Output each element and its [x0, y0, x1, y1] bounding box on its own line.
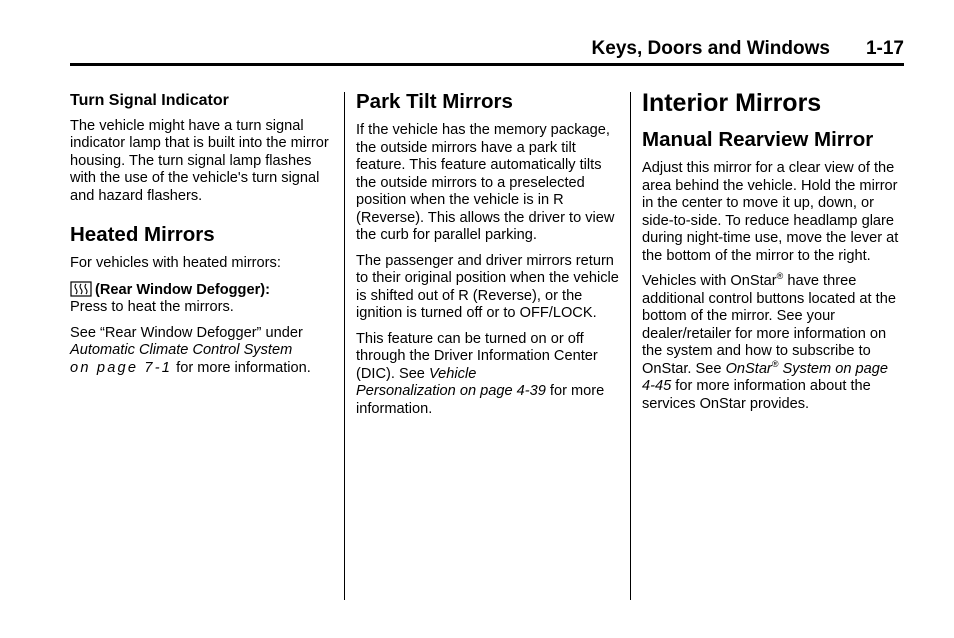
heated-mirrors-intro: For vehicles with heated mirrors: [70, 255, 281, 271]
header-text [592, 38, 904, 60]
climate-control-ref[interactable]: Automatic Climate Control System [70, 342, 293, 358]
onstar-text-2: have three additional control buttons located at the bottom of the mirror. See your dealer/retailer for more information on the system and how to subscribe to OnStar. See [642, 273, 896, 377]
park-tilt-p2: The passenger and driver mirrors return to their original position when the vehicle is shifted out of R (Reverse), or the ignition is turned off or to OFF/LOCK. [356, 252, 619, 321]
see-suffix: for more information. [172, 359, 311, 376]
registered-mark: ® [771, 358, 779, 369]
column-divider [344, 92, 345, 600]
registered-mark: ® [776, 271, 784, 282]
defogger-see-note [70, 325, 332, 378]
park-tilt-heading: Park Tilt Mirrors [356, 90, 513, 113]
interior-mirrors-heading: Interior Mirrors [642, 89, 822, 117]
onstar-suffix: for more information about the services OnStar provides. [642, 378, 871, 412]
turn-signal-heading: Turn Signal Indicator [70, 92, 229, 109]
heated-mirrors-heading: Heated Mirrors [70, 223, 215, 246]
page-number: 1-17 [865, 38, 904, 59]
column-middle [356, 88, 620, 426]
turn-signal-body: The vehicle might have a turn signal indicator lamp that is built into the mirror housing. The turn signal lamp flashes with the use of the vehicle's turn signal and hazard flashers. [70, 117, 329, 204]
onstar-ref-name: OnStar [725, 360, 772, 377]
park-tilt-p3 [356, 331, 620, 419]
p3-suffix: for more information. [356, 383, 605, 417]
header-rule [70, 63, 904, 66]
defogger-label: (Rear Window Defogger): [95, 281, 270, 298]
column-divider [630, 92, 631, 600]
defogger-entry [70, 281, 332, 317]
rear-defogger-icon [70, 281, 92, 297]
manual-rearview-heading: Manual Rearview Mirror [642, 128, 874, 151]
manual-rearview-p1: Adjust this mirror for a clear view of the area behind the vehicle. Hold the mirror in the center to move it up, down, or side-to-side. To reduce headlamp glare during night-time use, move the lever at the bottom of the mirror to the right. [642, 160, 899, 264]
p3-text: This feature can be turned on or off through the Driver Information Center (DIC). See [356, 330, 598, 382]
column-left [70, 88, 332, 385]
vehicle-personalization-ref[interactable]: Vehicle [428, 365, 477, 382]
onstar-ref-page: System on page 4-45 [642, 360, 888, 394]
onstar-text: Vehicles with OnStar [642, 273, 777, 289]
page-header [70, 38, 904, 62]
park-tilt-p1: If the vehicle has the memory package, the outside mirrors have a park tilt feature. This feature automatically tilts the outside mirrors to a preselected position when the vehicle is in R (Reverse). This allows the driver to view the curb for parallel parking. [356, 122, 615, 243]
defogger-desc: Press to heat the mirrors. [70, 299, 234, 315]
climate-control-page-ref[interactable]: on page 7-1 [70, 359, 173, 376]
column-right [642, 88, 904, 421]
onstar-paragraph [642, 273, 904, 413]
see-text: See “Rear Window Defogger” under [70, 324, 303, 341]
chapter-title: Keys, Doors and Windows [591, 38, 830, 59]
vehicle-personalization-page-ref[interactable]: Personalization on page 4-39 [356, 383, 546, 399]
